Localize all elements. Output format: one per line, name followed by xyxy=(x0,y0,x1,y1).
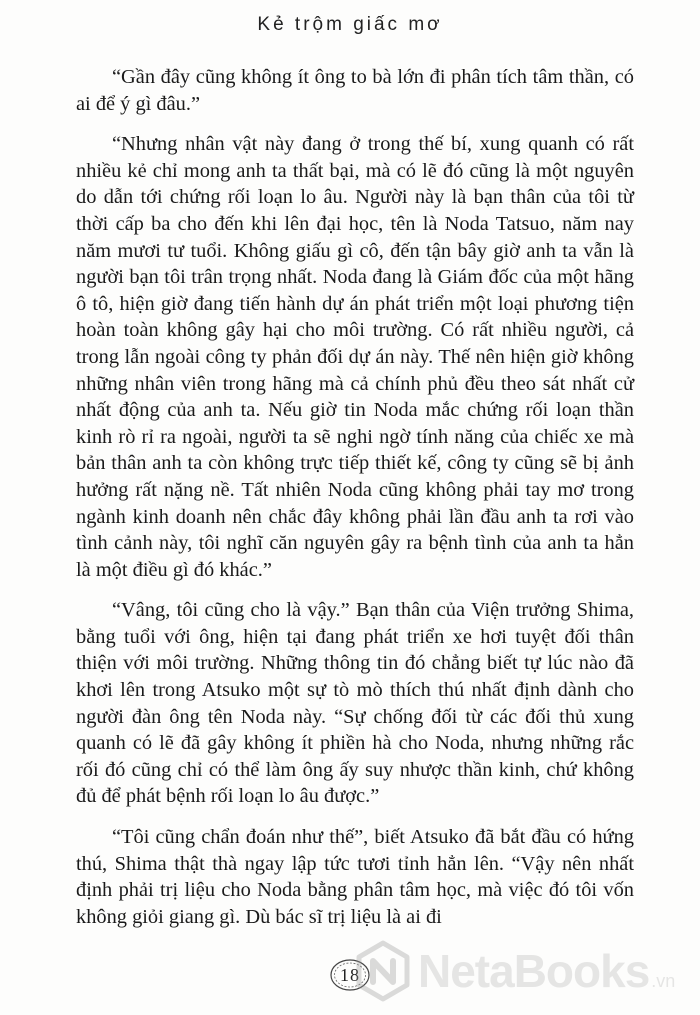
paragraph: “Tôi cũng chẩn đoán như thế”, biết Atsuko đã bắt đầu có hứng thú, Shima thật thà ngay lập tức tươi tỉnh hẳn lên. “Vậy nên nhất định phải trị liệu cho Noda bằng phân tâm học, mà việc đó tôi vốn không giỏi giang gì. Dù bác sĩ trị liệu là ai đi xyxy=(76,826,634,928)
netabooks-logo-icon xyxy=(352,940,414,1002)
watermark xyxy=(352,936,692,1006)
watermark-brand: NetaBooks xyxy=(418,945,650,997)
paragraph: “Nhưng nhân vật này đang ở trong thế bí, xung quanh có rất nhiều kẻ chỉ mong anh ta thất bại, mà có lẽ đó cũng là một nguyên do dẫn tới chứng rối loạn lo âu. Người này là bạn thân của tôi từ thời cấp ba cho đến khi lên đại học, tên là Noda Tatsuo, năm nay năm mươi tư tuổi. Không giấu gì cô, đến tận bây giờ anh ta vẫn là người bạn tôi trân trọng nhất. Noda đang là Giám đốc của một hãng ô tô, hiện giờ đang tiến hành dự án phát triển một loại phương tiện hoàn toàn không gây hại cho môi trường. Có rất nhiều người, cả trong lẫn ngoài công ty phản đối dự án này. Thế nên hiện giờ không những nhân viên trong hãng mà cả chính phủ đều theo sát nhất cử nhất động của anh ta. Nếu giờ tin Noda mắc chứng rối loạn thần kinh rò rỉ ra ngoài, người ta sẽ nghi ngờ tính năng của chiếc xe mà bản thân anh ta còn không trực tiếp thiết kế, công ty cũng sẽ bị ảnh hưởng rất nặng nề. Tất nhiên Noda cũng không phải tay mơ trong ngành kinh doanh nên chắc đây không phải lần đầu anh ta rơi vào tình cảnh này, tôi nghĩ căn nguyên gây ra bệnh tình của anh ta hẳn là một điều gì đó khác.” xyxy=(76,133,634,581)
running-title: Kẻ trộm giấc mơ xyxy=(257,14,443,35)
paragraph: “Vâng, tôi cũng cho là vậy.” Bạn thân của Viện trưởng Shima, bằng tuổi với ông, hiện tại đang phát triển xe hơi tuyệt đối thân thiện với môi trường. Những thông tin đó chẳng biết tự lúc nào đã khơi lên trong Atsuko một sự tò mò thích thú nhất định dành cho người đàn ông tên Noda này. “Sự chống đối từ các đối thủ xung quanh có lẽ đã gây không ít phiền hà cho Noda, nhưng những rắc rối đó cũng chỉ có thể làm ông ấy suy nhược thần kinh, chứ không đủ để phát bệnh rối loạn lo âu được.” xyxy=(76,599,634,808)
page-number-text: 18 xyxy=(340,964,360,985)
watermark-suffix: .vn xyxy=(651,971,676,991)
paragraph: “Gần đây cũng không ít ông to bà lớn đi phân tích tâm thần, có ai để ý gì đâu.” xyxy=(76,66,634,115)
body-text xyxy=(76,64,634,944)
